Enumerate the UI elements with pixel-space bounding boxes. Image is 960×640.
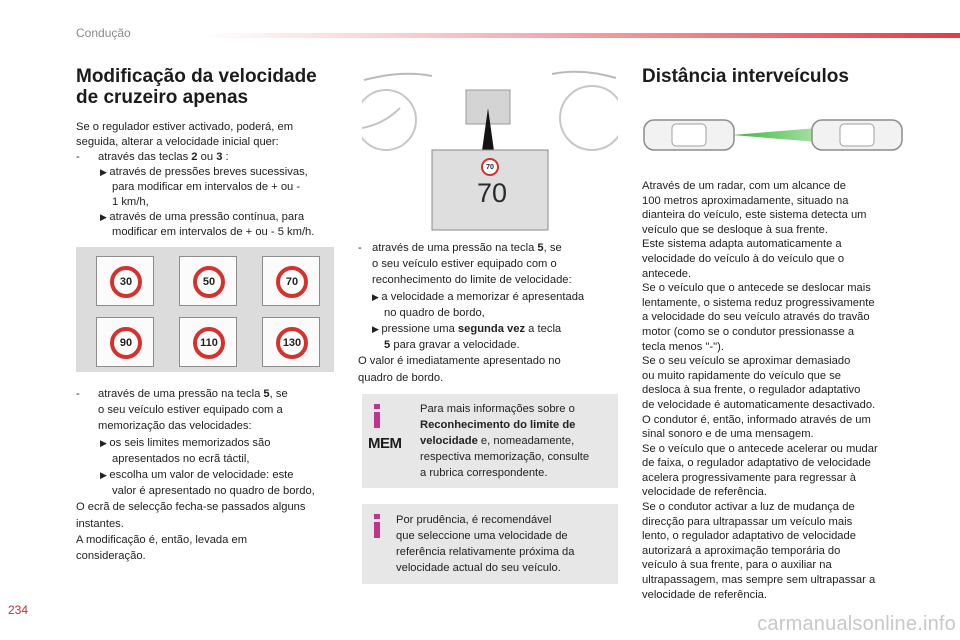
- arrow-bullet-icon: ▶: [100, 212, 110, 222]
- left-title: [76, 66, 346, 108]
- small-speed-sign: 70: [481, 158, 499, 176]
- speed-limit-sign: 70: [276, 266, 308, 298]
- body-line: sinal sonoro e de uma mensagem.: [642, 428, 814, 441]
- speed-sign-card: [262, 317, 320, 367]
- middle-recognition-section: [358, 240, 624, 386]
- body-line: acelera progressivamente para regressar à: [642, 471, 856, 484]
- body-line: Se o seu veículo se aproximar demasiado: [642, 355, 851, 368]
- info-box-memorization: [362, 394, 618, 488]
- info-box-prudence: [362, 504, 618, 584]
- dash-bullet: -: [76, 151, 80, 163]
- body-line: 100 metros aproximadamente, situado na: [642, 194, 849, 207]
- speed-limit-sign: 90: [110, 327, 142, 359]
- memorize-item: ▶ a velocidade a memorizar é apresentada no quadro de bordo,: [372, 290, 585, 319]
- info-icon: [371, 404, 383, 428]
- arrow-bullet-icon: ▶: [372, 324, 382, 335]
- speed-sign-card: [179, 317, 237, 367]
- left-title-line1: Modificação da velocidade: [76, 66, 317, 87]
- press-again-item: ▶ pressione uma segunda vez a tecla 5 para gravar a velocidade.: [372, 323, 562, 352]
- section-label: Condução: [76, 26, 131, 40]
- speed-sign-card: [179, 256, 237, 306]
- info-box-text: Por prudência, é recomendável que seleccione uma velocidade de referência relativamente próxima da velocidade actual do seu veículo.: [396, 514, 575, 574]
- dashboard-speed-display: 70: [476, 178, 508, 208]
- six-limits-item: ▶ os seis limites memorizados são apresentados no ecrã táctil,: [100, 436, 271, 465]
- body-line: autorizará a aproximação temporária do: [642, 544, 841, 557]
- body-line: lento, o regulador adaptativo de velocidade: [642, 530, 856, 543]
- body-line: tecla menos "-").: [642, 340, 724, 353]
- left-title-line2: de cruzeiro apenas: [76, 87, 249, 108]
- key5-recognition-item: - através de uma pressão na tecla 5, se o seu veículo estiver equipado com o reconhecimento do limite de velocidade:: [358, 242, 572, 287]
- right-body: [642, 179, 942, 602]
- speed-limit-sign: 110: [193, 327, 225, 359]
- short-press-item: ▶ através de pressões breves sucessivas, para modificar em intervalos de + ou - 1 km/h,: [100, 166, 308, 208]
- vehicle-distance-illustration: [642, 114, 904, 156]
- body-line: velocidade de referência.: [642, 588, 768, 601]
- dash-bullet: -: [76, 388, 80, 400]
- instant-display-text: O valor é imediatamente apresentado no quadro de bordo.: [358, 355, 561, 384]
- speed-limit-sign: 50: [193, 266, 225, 298]
- watermark: carmanualsonline.info: [757, 613, 956, 635]
- body-line: motor (como se o condutor pressionasse a: [642, 325, 855, 338]
- speed-limit-sign: 30: [110, 266, 142, 298]
- body-line: Se o veículo que o antecede acelerar ou mudar: [642, 442, 878, 455]
- arrow-bullet-icon: ▶: [100, 437, 110, 448]
- left-memory-section: [76, 386, 346, 564]
- right-title: Distância interveículos: [642, 66, 849, 87]
- modification-text: A modificação é, então, levada em consideração.: [76, 533, 248, 563]
- left-intro: [76, 120, 346, 240]
- speed-sign-card: [96, 256, 154, 306]
- body-line: Através de um radar, com um alcance de: [642, 180, 846, 192]
- body-line: veículo que se desloque à sua frente.: [642, 223, 828, 236]
- arrow-bullet-icon: ▶: [372, 291, 382, 302]
- arrow-bullet-icon: ▶: [100, 167, 110, 177]
- speed-limit-sign: 130: [276, 327, 308, 359]
- key5-item: - através de uma pressão na tecla 5, se o seu veículo estiver equipado com a memorização das velocidades:: [76, 388, 288, 433]
- body-line: desloca à sua frente, o regulador adaptativo: [642, 384, 861, 397]
- intro-line2: seguida, alterar a velocidade inicial quer:: [76, 136, 279, 148]
- speed-signs-panel: [76, 247, 334, 372]
- arrow-bullet-icon: ▶: [100, 470, 110, 481]
- body-line: lentamente, o sistema reduz progressivamente: [642, 296, 875, 309]
- body-line: Se o condutor activar a luz de mudança de: [642, 501, 855, 514]
- body-line: O condutor é, então, informado através de um: [642, 413, 871, 426]
- body-line: ultrapassagem, mas sempre sem ultrapassar a: [642, 574, 876, 587]
- info-icon: [371, 514, 383, 538]
- body-line: Este sistema adapta automaticamente a: [642, 238, 842, 251]
- body-line: ou muito rapidamente do veículo que se: [642, 369, 842, 382]
- body-line: velocidade do veículo à do veículo que o: [642, 252, 845, 265]
- choose-value-item: ▶ escolha um valor de velocidade: este valor é apresentado no quadro de bordo,: [100, 469, 315, 498]
- body-line: antecede.: [642, 267, 692, 280]
- intro-line1: Se o regulador estiver activado, poderá, em: [76, 121, 294, 133]
- body-line: veículo à sua frente, para o auxiliar na: [642, 559, 832, 572]
- speed-sign-card: [262, 256, 320, 306]
- body-line: dianteira do veículo, este sistema detecta um: [642, 209, 867, 222]
- body-line: velocidade de referência.: [642, 486, 768, 499]
- dash-bullet: -: [358, 242, 362, 254]
- keys-item: - através das teclas 2 ou 3 :: [76, 151, 229, 163]
- body-line: direcção para ultrapassar um veículo mais: [642, 515, 853, 528]
- close-screen-text: O ecrã de selecção fecha-se passados alguns instantes.: [76, 501, 306, 530]
- body-line: a velocidade do seu veículo através do travão: [642, 311, 870, 324]
- body-line: Se o veículo que o antecede se deslocar mais: [642, 282, 871, 295]
- speed-sign-card: [96, 317, 154, 367]
- page-number: 234: [8, 603, 29, 617]
- body-line: de faixa, o regulador adaptativo de velocidade: [642, 457, 871, 470]
- info-box-text: Para mais informações sobre o Reconhecimento do limite de velocidade e, nomeadamente, respectiva memorização, consulte a rubrica correspondente.: [420, 403, 590, 479]
- body-line: de velocidade é automaticamente desactivado.: [642, 398, 876, 411]
- mem-label: MEM: [368, 435, 402, 452]
- header-accent-bar: [200, 33, 960, 38]
- long-press-item: ▶ através de uma pressão contínua, para modificar em intervalos de + ou - 5 km/h.: [100, 211, 315, 238]
